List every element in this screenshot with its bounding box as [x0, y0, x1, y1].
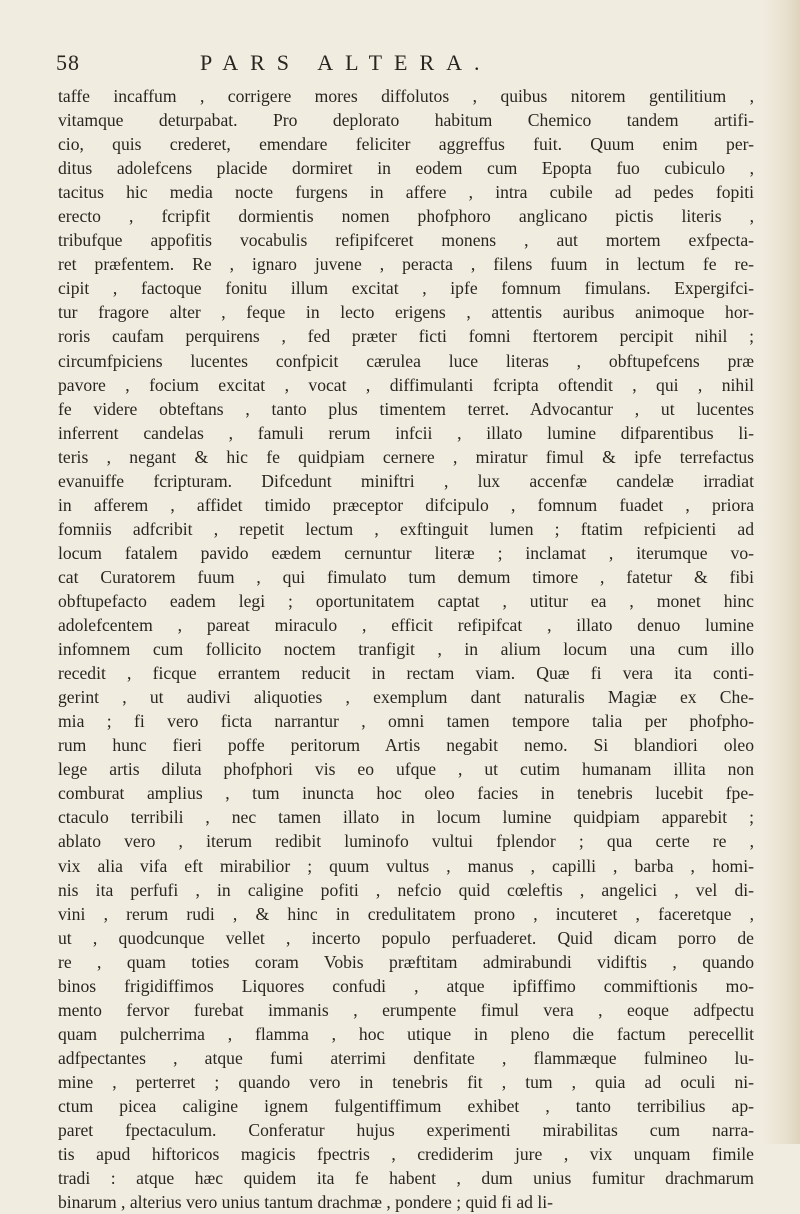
text-line: mia ; fi vero ficta narrantur , omni tamen tempore talia per phofpho-: [58, 711, 754, 732]
page-number: 58: [56, 50, 80, 75]
text-line: recedit , ficque errantem reducit in rectam viam. Quæ fi vera ita conti-: [58, 663, 754, 684]
text-line: cipit , factoque fonitu illum excitat , ipfe fomnum fimulans. Expergifci-: [58, 278, 754, 299]
text-line: rum hunc fieri poffe peritorum Artis negabit nemo. Si blandiori oleo: [58, 735, 754, 756]
text-line: roris caufam perquirens , fed præter ficti fomni ftertorem percipit nihil ;: [58, 326, 754, 347]
text-line: tribufque appofitis vocabulis refipifceret monens , aut mortem exfpecta-: [58, 230, 754, 251]
text-line: teris , negant & hic fe quidpiam cernere , miratur fimul & ipfe terrefactus: [58, 446, 754, 467]
text-line: taffe incaffum , corrigere mores diffolutos , quibus nitorem gentilitium ,: [58, 86, 754, 106]
page-header: [56, 50, 746, 80]
text-line: ablato vero , iterum redibit luminofo vultui fplendor ; qua certe re ,: [58, 831, 754, 852]
text-line: re , quam toties coram Vobis præftitam admirabundi vidiftis , quando: [58, 951, 754, 972]
text-line: obftupefacto eadem legi ; oportunitatem captat , utitur ea , monet hinc: [58, 590, 754, 611]
text-line: inferrent candelas , famuli rerum infcii , illato lumine difparentibus li-: [58, 422, 754, 443]
text-line: vix alia vifa eft mirabilior ; quum vultus , manus , capilli , barba , homi-: [58, 855, 754, 876]
text-line: circumfpiciens lucentes confpicit cærulea luce literas , obftupefcens præ: [58, 350, 754, 371]
text-line: lege artis diluta phofphori vis eo ufque , ut cutim humanam illita non: [58, 759, 754, 780]
text-line: infomnem cum follicito noctem tranfigit , in alium locum una cum illo: [58, 639, 754, 660]
text-line: tis apud hiftoricos magicis fpectris , crediderim jure , vix unquam fimile: [58, 1144, 754, 1165]
text-line: adolefcentem , pareat miraculo , efficit refipifcat , illato denuo lumine: [58, 615, 754, 636]
text-line: mento fervor furebat immanis , erumpente fimul vera , eoque adfpectu: [58, 999, 754, 1020]
text-line: fomniis adfcribit , repetit lectum , exftinguit lumen ; ftatim refpicienti ad: [58, 518, 754, 539]
text-line: fe videre obteftans , tanto plus timentem terret. Advocantur , ut lucentes: [58, 398, 754, 419]
text-line: gerint , ut audivi aliquoties , exemplum dant naturalis Magiæ ex Che-: [58, 687, 754, 708]
text-line: locum fatalem pavido eædem cernuntur literæ ; inclamat , iterumque vo-: [58, 542, 754, 563]
text-line: binarum , alterius vero unius tantum drachmæ , pondere ; quid fi ad li-: [58, 1192, 553, 1213]
text-line: cat Curatorem fuum , qui fimulato tum demum timore , fatetur & fibi: [58, 566, 754, 587]
text-line: evanuiffe fcripturam. Difcedunt miniftri , lux accenfæ candelæ irradiat: [58, 470, 754, 491]
text-line: tur fragore alter , feque in lecto erigens , attentis auribus animoque hor-: [58, 302, 754, 323]
text-line: erecto , fcripfit dormientis nomen phofphoro anglicano pictis literis ,: [58, 206, 754, 227]
text-line: ditus adolefcens placide dormiret in eodem cum Epopta fuo cubiculo ,: [58, 158, 754, 179]
text-line: adfpectantes , atque fumi aterrimi denfitate , flammæque fulmineo lu-: [58, 1047, 754, 1068]
text-line: ctum picea caligine ignem fulgentiffimum exhibet , tanto terribilius ap-: [58, 1095, 754, 1116]
text-line: vini , rerum rudi , & hinc in credulitatem prono , incuteret , faceretque ,: [58, 903, 754, 924]
page-edge-shadow: [762, 0, 800, 1144]
text-line: quam pulcherrima , flamma , hoc utique in pleno die factum perecellit: [58, 1023, 754, 1044]
text-line: in afferem , affidet timido præceptor difcipulo , fomnum fuadet , priora: [58, 494, 754, 515]
text-line: tacitus hic media nocte furgens in affere , intra cubile ad pedes fopiti: [58, 182, 754, 203]
text-line: comburat amplius , tum inuncta hoc oleo facies in tenebris lucebit fpe-: [58, 783, 754, 804]
running-head: PARS ALTERA.: [200, 50, 492, 75]
text-line: vitamque deturpabat. Pro deplorato habitum Chemico tandem artifi-: [58, 110, 754, 131]
text-line: pavore , focium excitat , vocat , diffimulanti fcripta oftendit , qui , nihil: [58, 374, 754, 395]
text-line: ut , quodcunque vellet , incerto populo perfuaderet. Quid dicam porro de: [58, 927, 754, 948]
text-line: paret fpectaculum. Conferatur hujus experimenti mirabilitas cum narra-: [58, 1120, 754, 1141]
text-line: mine , perterret ; quando vero in tenebris fit , tum , quia ad oculi ni-: [58, 1071, 754, 1092]
body-text: [58, 84, 754, 1214]
text-line: binos frigidiffimos Liquores confudi , atque ipfiffimo commiftionis mo-: [58, 975, 754, 996]
text-line: tradi : atque hæc quidem ita fe habent , dum unius fumitur drachmarum: [58, 1168, 754, 1189]
text-line: ret præfentem. Re , ignaro juvene , peracta , filens fuum in lectum fe re-: [58, 254, 754, 275]
text-line: cio, quis crederet, emendare feliciter aggreffus fuit. Quum enim per-: [58, 134, 754, 155]
text-line: ctaculo terribili , nec tamen illato in locum lumine quidpiam apparebit ;: [58, 807, 754, 828]
text-line: nis ita perfufi , in caligine pofiti , nefcio quid cœleftis , angelici , vel di-: [58, 879, 754, 900]
